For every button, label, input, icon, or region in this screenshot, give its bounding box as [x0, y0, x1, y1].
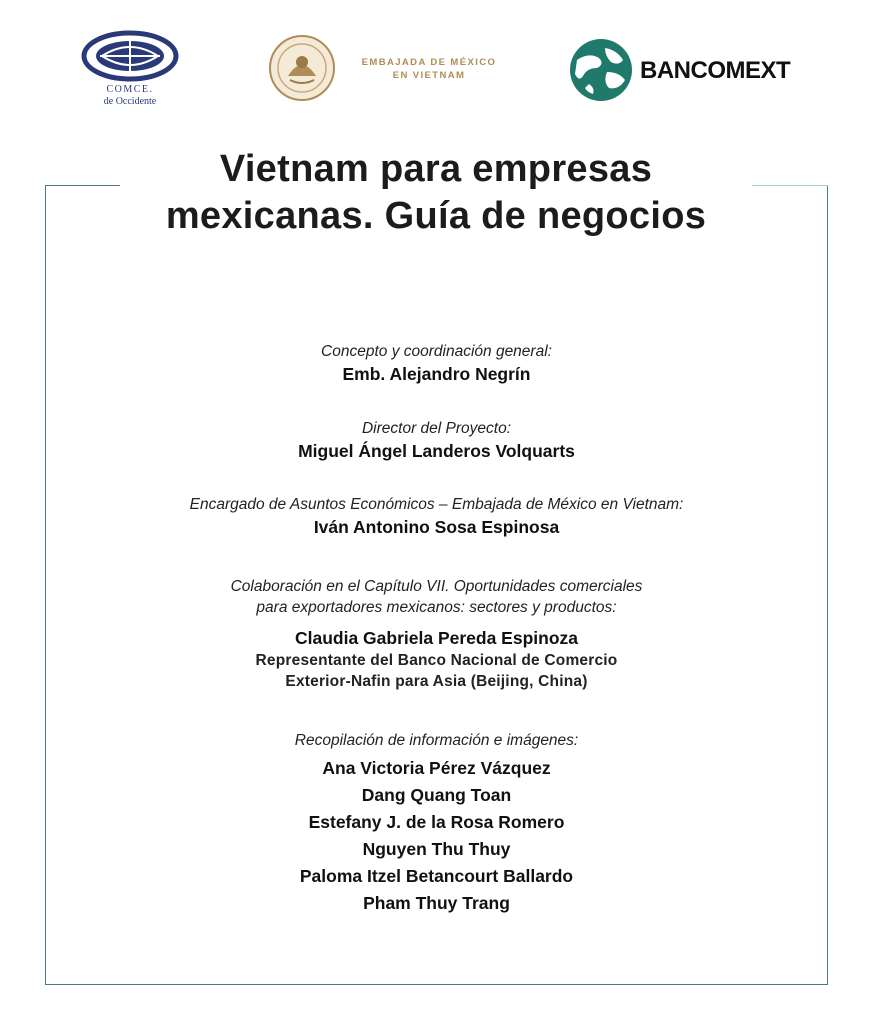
collab-desc-line-1: Representante del Banco Nacional de Comercio [255, 652, 618, 669]
title-line-2: mexicanas. Guía de negocios [165, 195, 707, 237]
concept-name: Emb. Alejandro Negrín [342, 364, 531, 384]
director-role: Director del Proyecto: [361, 420, 512, 437]
credit-director [45, 418, 828, 463]
compilation-name: Estefany J. de la Rosa Romero [308, 812, 565, 832]
economic-role: Encargado de Asuntos Económicos – Embajada de México en Vietnam: [189, 496, 684, 513]
compilation-name: Dang Quang Toan [361, 785, 512, 805]
bancomext-globe [569, 38, 633, 102]
logo-bar [0, 0, 872, 120]
collab-desc-line-2: Exterior-Nafin para Asia (Beijing, China) [285, 673, 588, 690]
compilation-name: Paloma Itzel Betancourt Ballardo [299, 866, 574, 886]
credit-concept [45, 341, 828, 386]
frame-top-left-rule [45, 185, 120, 186]
embassy-line-2: EN VIETNAM [392, 70, 466, 81]
frame-top-right-rule [750, 185, 828, 186]
embassy-seal [264, 34, 340, 102]
comce-globe-icon [80, 30, 180, 86]
globe-icon [569, 38, 633, 102]
collab-role-line-1: Colaboración en el Capítulo VII. Oportunidades comerciales [230, 578, 643, 595]
comce-logo [80, 30, 180, 112]
compilation-name: Nguyen Thu Thuy [362, 839, 511, 859]
comce-subtitle: de Occidente [103, 96, 157, 107]
collab-name: Claudia Gabriela Pereda Espinoza [294, 628, 579, 648]
page-title [120, 146, 752, 240]
director-name: Miguel Ángel Landeros Volquarts [298, 441, 575, 461]
economic-name: Iván Antonino Sosa Espinosa [313, 517, 560, 537]
collab-role-line-2: para exportadores mexicanos: sectores y productos: [256, 599, 617, 616]
comce-wordmark: COMCE. [106, 84, 154, 95]
title-line-1: Vietnam para empresas [219, 148, 653, 190]
bancomext-wordmark: BANCOMEXT [640, 57, 791, 84]
credit-compilation [45, 730, 828, 917]
concept-role: Concepto y coordinación general: [321, 343, 552, 360]
embassy-wordmark [348, 56, 510, 82]
coat-of-arms-icon [264, 34, 340, 102]
compilation-role: Recopilación de información e imágenes: [294, 732, 579, 749]
credit-economic [45, 494, 828, 539]
compilation-name: Pham Thuy Trang [363, 893, 510, 913]
compilation-name: Ana Victoria Pérez Vázquez [322, 758, 551, 778]
credit-collaboration [45, 576, 828, 692]
embassy-line-1: EMBAJADA DE MÉXICO [361, 57, 497, 68]
